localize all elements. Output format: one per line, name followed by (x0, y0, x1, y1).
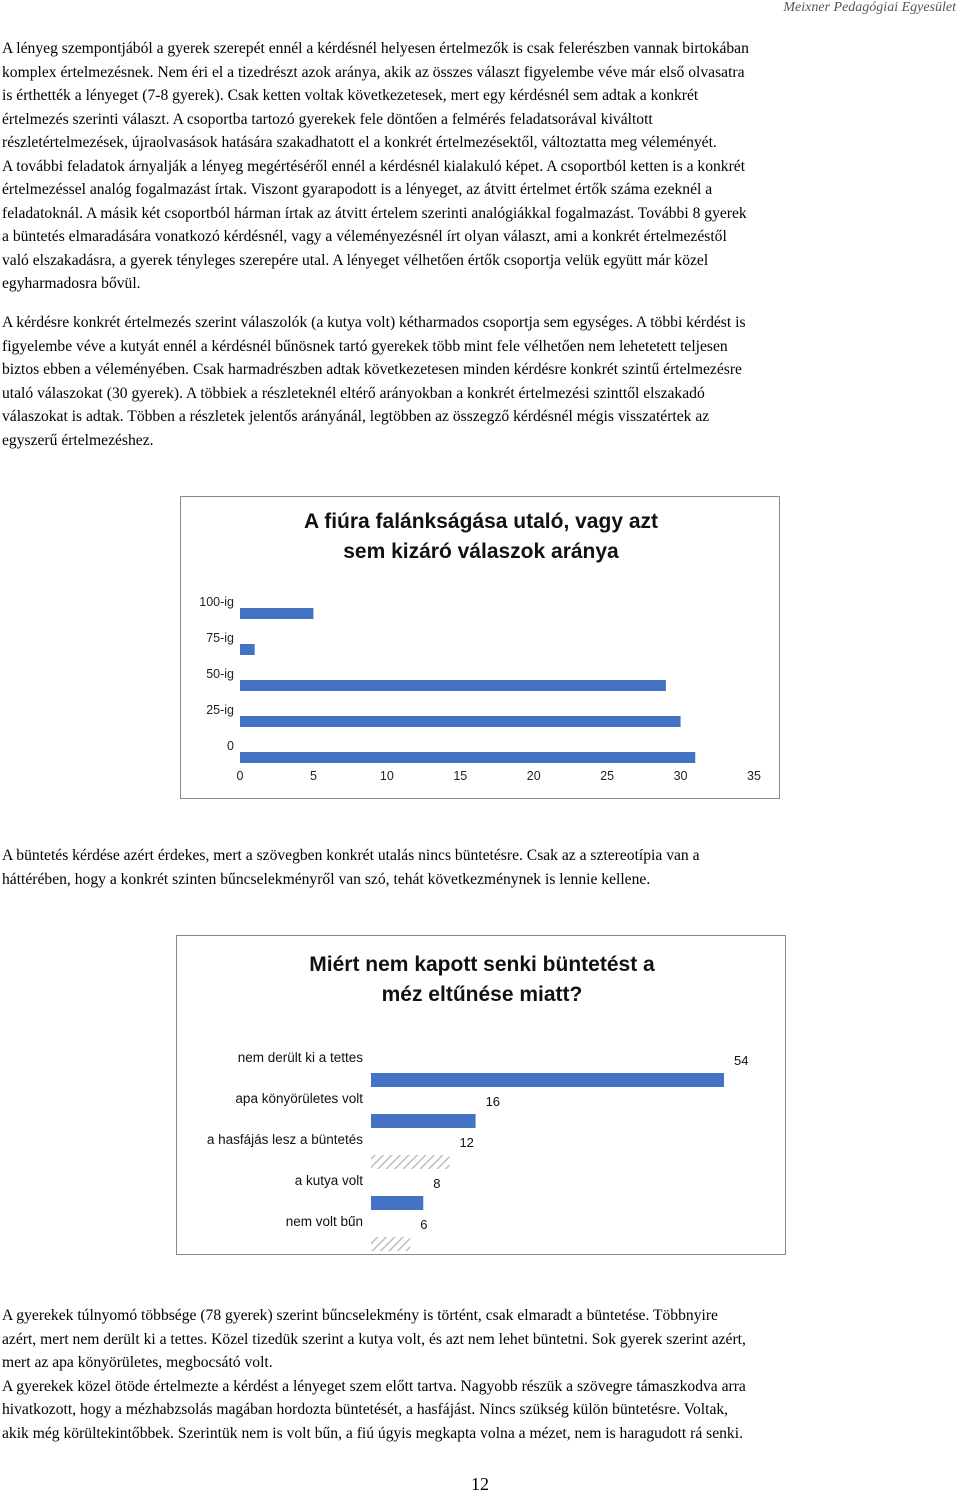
paragraph-line: egyharmadosra bővül. (2, 275, 141, 292)
chart-1-title-line-1: A fiúra falánkságása utaló, vagy azt (303, 510, 659, 533)
chart-2-data-label: 16 (485, 1094, 501, 1109)
chart-2-category-label: nem derült ki a tettes (237, 1050, 363, 1065)
chart-2-bar (371, 1114, 476, 1128)
chart-2-bar (371, 1196, 423, 1210)
paragraph-line: A büntetés kérdése azért érdekes, mert a szövegben konkrét utalás nincs büntetésre. Csak az a sztereotípia van a (2, 847, 700, 864)
chart-2-data-label: 6 (420, 1217, 428, 1232)
chart-1-x-tick: 35 (747, 769, 761, 783)
chart-1-bar (240, 608, 313, 619)
paragraph-line: A gyerekek túlnyomó többsége (78 gyerek) szerint bűncselekmény is történt, csak elmaradt a büntetése. Többnyire (2, 1307, 718, 1324)
paragraph-line: is érthették a lényeget (7-8 gyerek). Csak ketten voltak következetesek, mert egy kérdésnél sem adtak a konkrét (2, 87, 699, 104)
paragraph-line: hivatkozott, hogy a mézhabzsolás magában hordozta büntetését, a hasfájást. Nincs szükség külön büntetésre. Voltak, (2, 1401, 729, 1418)
chart-1-bar (240, 752, 695, 763)
paragraph-line: biztos ebben a véleményében. Csak harmadrészben adtak következetesen minden kérdésre konkrét szintű értelmezésre (2, 361, 742, 378)
chart-1-bar (240, 680, 666, 691)
chart-1-title-line-2: sem kizáró válaszok aránya (343, 540, 619, 563)
chart-1-category-label: 75-ig (206, 631, 234, 645)
paragraph-line: értelmezéssel analóg fogalmazást írtak. Viszont gyarapodott is a lényeget, az átvitt értelmet értők száma ezeknél a (2, 181, 713, 198)
chart-2-bar (371, 1155, 449, 1169)
chart-2-category-label: a kutya volt (294, 1173, 363, 1188)
chart-1-x-tick: 10 (379, 769, 394, 783)
paragraph-line: mert az apa könyörületes, megbocsátó volt. (2, 1354, 273, 1371)
paragraph-1 (2, 37, 956, 296)
chart-2 (176, 935, 786, 1255)
paragraph-line: A lényeg szempontjából a gyerek szerepét ennél a kérdésnél helyesen értelmezők is csak felerészben vannak birtokában (2, 40, 749, 57)
chart-2-data-label: 54 (734, 1053, 749, 1068)
chart-2-title-line-2: méz eltűnése miatt? (381, 983, 583, 1006)
paragraph-line: utaló válaszokat (30 gyerek). A többiek a részleteknél eltérő arányokban a konkrét értelmezési szinttől elszakadó (2, 384, 705, 402)
chart-2-plot (177, 936, 787, 1256)
chart-1-x-tick: 25 (600, 769, 615, 783)
paragraph-line: A gyerekek közel ötöde értelmezte a kérdést a lényeget szem előtt tartva. Nagyobb részük a szövegre támaszkodva arra (2, 1377, 746, 1395)
chart-2-category-label: a hasfájás lesz a büntetés (206, 1132, 363, 1147)
paragraph-line: A kérdésre konkrét értelmezés szerint válaszolók (a kutya volt) kétharmados csoportja sem egységes. A többi kérdést is (2, 314, 746, 331)
chart-1-category-label: 50-ig (206, 667, 234, 681)
paragraph-line: értelmezés szerinti választ. A csoportba tartozó gyerekek fele döntően a felmérés feladatsorával kiváltott (2, 110, 653, 128)
chart-2-data-label: 8 (433, 1176, 441, 1191)
chart-1-category-label: 0 (227, 739, 234, 753)
chart-1-x-tick: 5 (309, 769, 317, 783)
paragraph-3 (2, 844, 956, 891)
paragraph-line: akik még körültekintőbbek. Szerintük nem is volt bűn, a fiú úgyis megkapta volna a mézet, nem is haragudott rá senki. (2, 1424, 743, 1442)
chart-1-x-tick: 15 (453, 769, 468, 783)
chart-2-title-line-1: Miért nem kapott senki büntetést a (309, 953, 655, 976)
paragraph-line: részletértelmezések, újraolvasások hatására szakadhatott el a konkrét értelmezésektől, változtatta meg véleményét. (2, 134, 717, 151)
chart-2-bar (371, 1073, 724, 1087)
chart-1-bar (240, 716, 681, 727)
chart-1-x-tick: 20 (526, 769, 541, 783)
chart-1 (180, 496, 780, 799)
page-number: 12 (471, 1474, 489, 1494)
paragraph-line: azért, mert nem derült ki a tettes. Közel tizedük szerint a kutya volt, és azt nem lehet büntetni. Sok gyerek szerint azért, (2, 1330, 746, 1348)
paragraph-line: válaszokat is adtak. Többen a részletek jelentős arányánál, legtöbben az összegző kérdésnél mégis visszatértek az (2, 408, 710, 425)
paragraph-line: háttérében, hogy a konkrét szinten bűncselekményről van szó, tehát következménynek is lennie kellene. (2, 870, 651, 888)
paragraph-line: való elszakadásra, a gyerek tényleges szerepére utal. A lényeget vélhetően értők csoportja velük együtt már közel (2, 251, 709, 269)
chart-1-x-tick: 0 (236, 769, 244, 783)
chart-2-bar (371, 1237, 410, 1251)
paragraph-line: figyelembe véve a kutyát ennél a kérdésnél bűnösnek tartó gyerekek több mint fele vélhetően nem lehetetett teljesen (2, 337, 728, 355)
paragraph-line: a büntetés elmaradására vonatkozó kérdésnél, vagy a véleményezésnél írt olyan választ, ami a konkrét értelmezéstől (2, 228, 727, 245)
chart-1-x-tick: 30 (673, 769, 688, 783)
chart-2-category-label: nem volt bűn (285, 1214, 363, 1229)
paragraph-4 (2, 1304, 956, 1445)
paragraph-line: feladatoknál. A másik két csoportból hárman írtak az átvitt értelem szerinti analógiákkal fogalmazást. További 8 gyerek (2, 204, 747, 222)
page-header: Meixner Pedagógiai Egyesület (783, 0, 956, 15)
chart-1-plot (181, 497, 781, 800)
chart-1-category-label: 100-ig (199, 595, 234, 609)
chart-2-category-label: apa könyörületes volt (235, 1091, 363, 1106)
chart-2-data-label: 12 (459, 1135, 474, 1150)
paragraph-line: A további feladatok árnyalják a lényeg megértéséről ennél a kérdésnél kialakuló képet. A csoportból ketten is a konkrét (2, 157, 746, 175)
chart-1-bar (240, 644, 255, 655)
paragraph-2 (2, 311, 956, 452)
paragraph-line: egyszerű értelmezéshez. (2, 431, 154, 449)
paragraph-line: komplex értelmezésnek. Nem éri el a tizedrészt azok aránya, akik az összes választ figyelembe véve már első olvasatra (2, 63, 745, 81)
chart-1-category-label: 25-ig (206, 703, 234, 717)
